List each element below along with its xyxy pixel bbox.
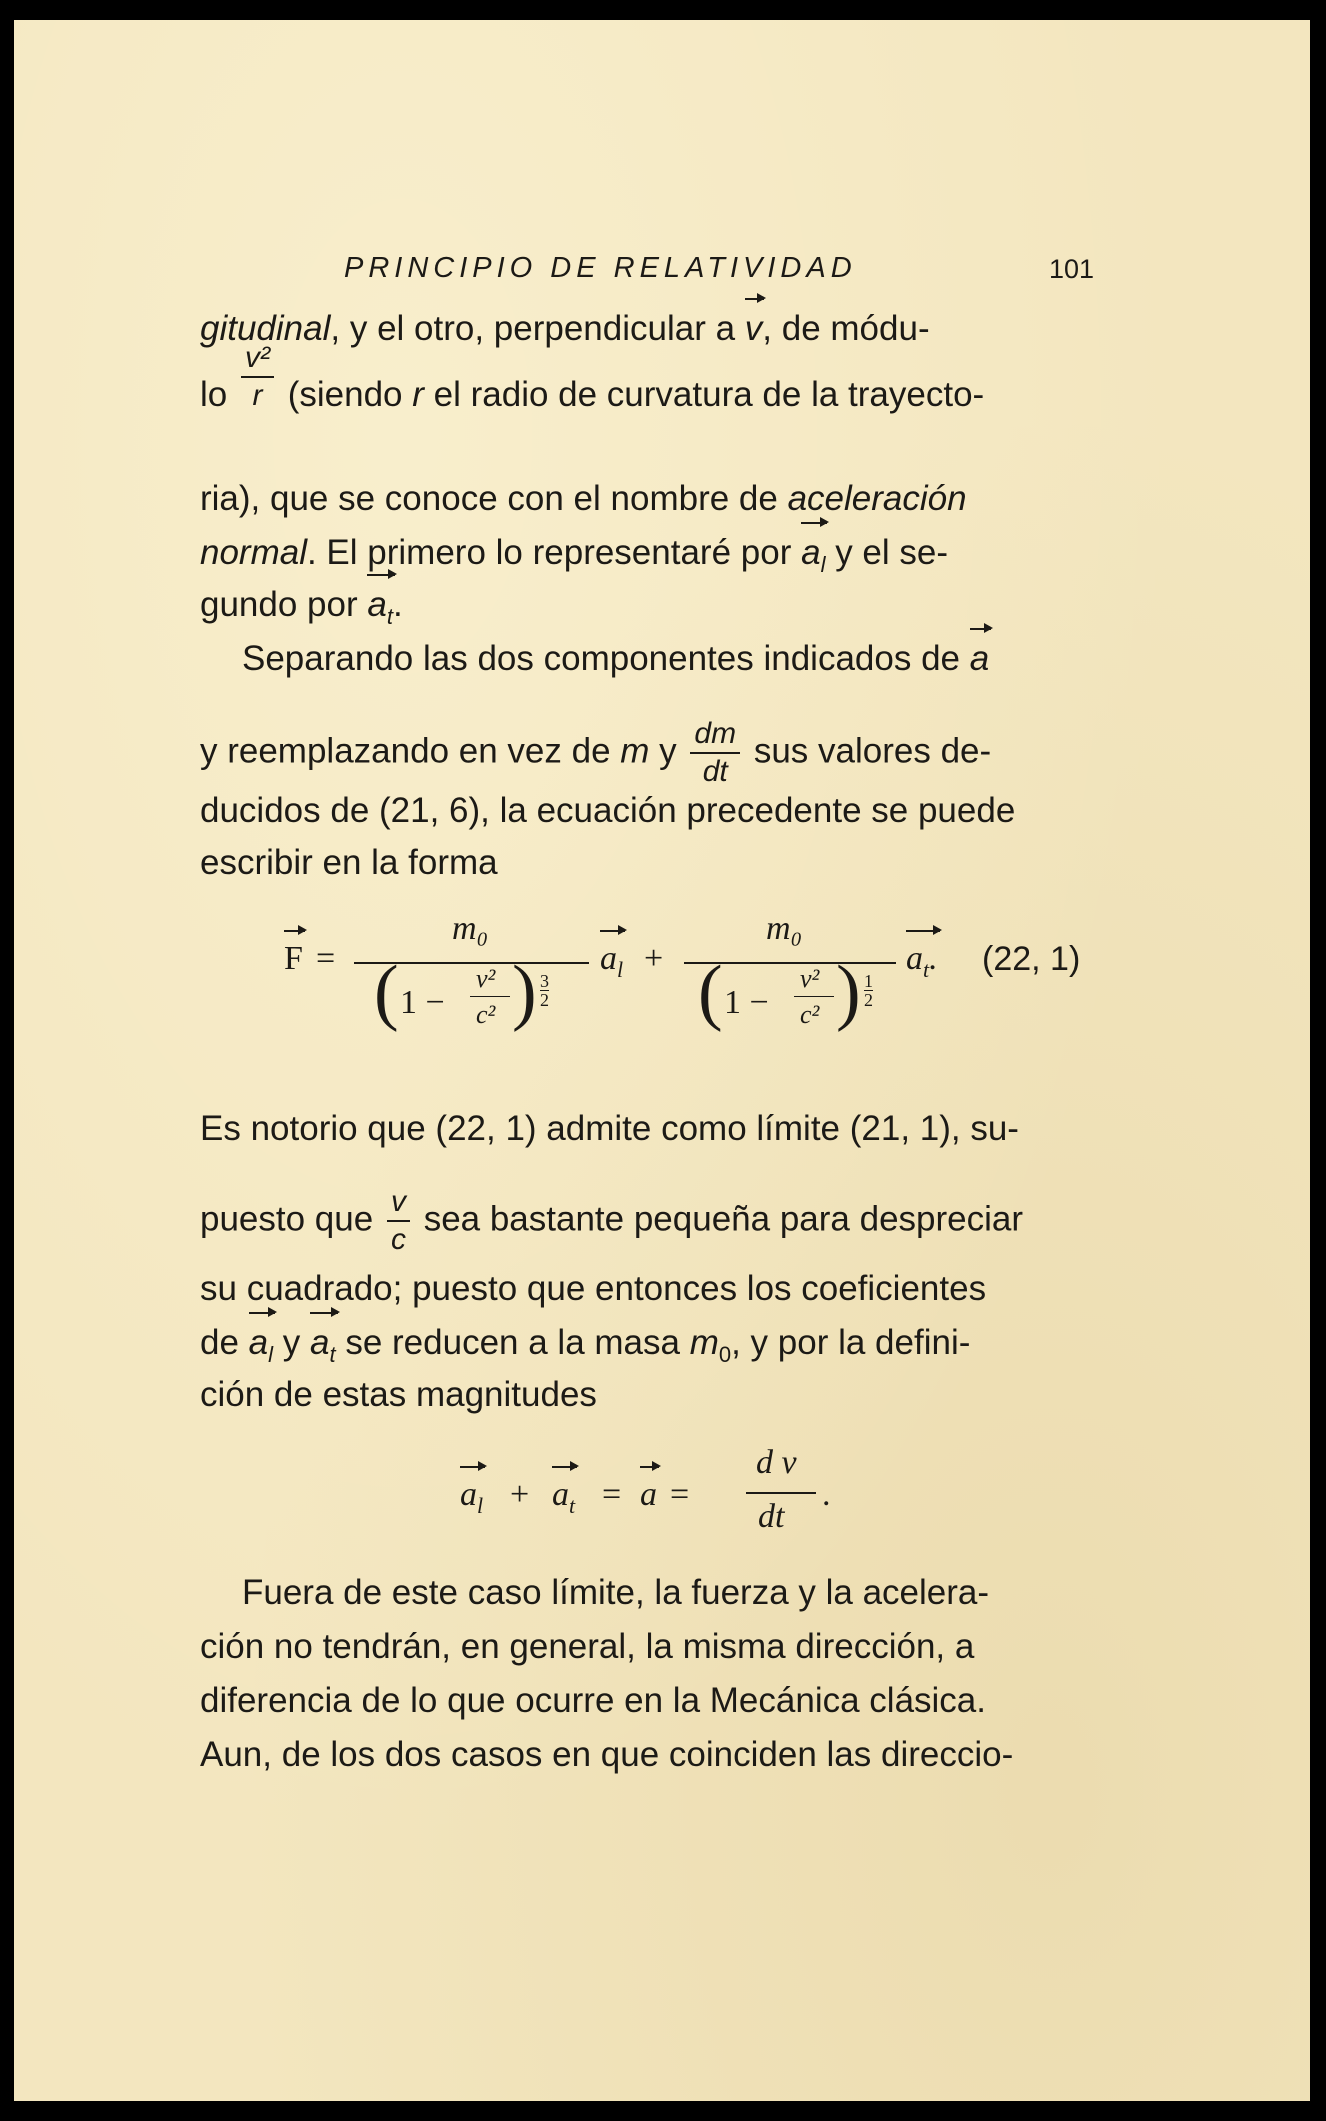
text-line: y reemplazando en vez de m y $\frac{dm}{dt}$ sus valores de- bbox=[200, 717, 992, 788]
text-line: ria), que se conoce con el nombre de aceleración bbox=[200, 479, 967, 518]
fraction-dm-dt: $\frac{dm}{dt}$ bbox=[690, 716, 740, 790]
vector-a-t: $a_t$ bbox=[367, 584, 393, 638]
text-line: puesto que $\frac{v}{c}$ sea bastante pequeña para despreciar bbox=[200, 1185, 1024, 1256]
text-line: normal. El primero lo representaré por $a_l$ y el se- bbox=[200, 532, 1090, 586]
equation-label: (22, 1) bbox=[982, 940, 1081, 978]
text-line: de $a_l$ y $a_t$ se reducen a la masa $m_0$, y por la defini- bbox=[200, 1322, 1090, 1376]
text-line: gundo por $a_t$. bbox=[200, 584, 1090, 638]
vector-a: a bbox=[640, 1476, 657, 1513]
text-line: ducidos de (21, 6), la ecuación precedente se puede bbox=[200, 791, 1016, 830]
text-line: ción no tendrán, en general, la misma dirección, a bbox=[200, 1627, 975, 1666]
text-line: ción de estas magnitudes bbox=[200, 1375, 597, 1414]
text-line: lo $\frac{\text{v²}}{r}$ (siendo r el radio de curvatura de la trayecto- bbox=[200, 340, 985, 414]
vector-a-t: $a_t$. bbox=[906, 940, 938, 982]
text-line: diferencia de lo que ocurre en la Mecánica clásica. bbox=[200, 1681, 986, 1720]
page-number: 101 bbox=[1049, 254, 1095, 284]
book-page bbox=[14, 20, 1310, 2101]
fraction-v2-r: $\frac{\text{v²}}{r}$ bbox=[241, 340, 274, 414]
vector-a-t: $a_t$ bbox=[310, 1322, 336, 1376]
text-line: Es notorio que (22, 1) admite como límite (21, 1), su- bbox=[200, 1109, 1019, 1148]
vector-a-l: $a_l$ bbox=[460, 1476, 484, 1518]
fraction-bar bbox=[746, 1492, 816, 1494]
text-line: escribir en la forma bbox=[200, 843, 498, 882]
text-line: gitudinal, y el otro, perpendicular a v, de módu- bbox=[200, 309, 930, 348]
vector-v: v bbox=[744, 309, 763, 348]
vector-a-t: $a_t$ bbox=[552, 1476, 576, 1518]
vector-a-l: $a_l$ bbox=[249, 1322, 273, 1376]
text-line: Fuera de este caso límite, la fuerza y la acelera- bbox=[242, 1573, 990, 1612]
equation-22-1: F = m₀ ( 1 − v² c² ) 3 2 $a_l$ + m₀ ( 1 − v² c² ) 1 2 $a_t$. (22, 1) bbox=[284, 910, 1081, 1033]
equation-sum: $a_l$ + $a_t$ = a = d v dt . bbox=[460, 1444, 831, 1535]
text-line: Aun, de los dos casos en que coinciden las direccio- bbox=[200, 1735, 1014, 1774]
vector-a-l: $a_l$ bbox=[600, 940, 624, 982]
vector-a: a bbox=[969, 639, 990, 678]
vector-a-l: $a_l$ bbox=[801, 532, 825, 586]
fraction-v-c: $\frac{v}{c}$ bbox=[387, 1184, 410, 1258]
text-line: Separando las dos componentes indicados de a bbox=[242, 639, 990, 678]
running-header: PRINCIPIO DE RELATIVIDAD bbox=[344, 252, 857, 284]
text-line: su cuadrado; puesto que entonces los coeficientes bbox=[200, 1269, 987, 1308]
